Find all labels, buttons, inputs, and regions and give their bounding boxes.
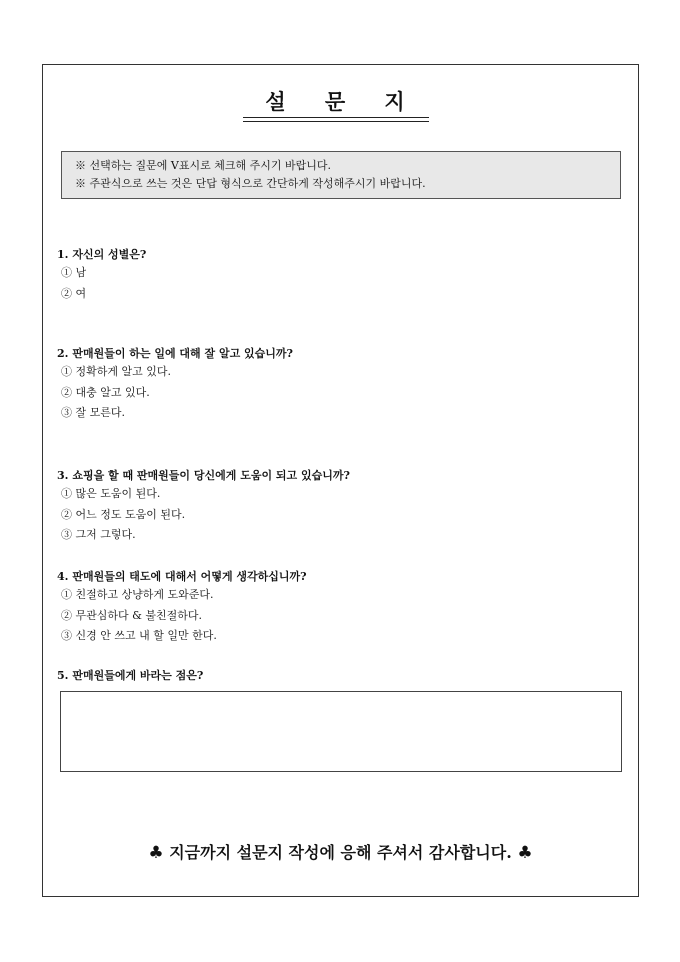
question-title: 4. 판매원들의 태도에 대해서 어떻게 생각하십니까? <box>57 570 307 583</box>
instruction-box <box>61 151 621 199</box>
question-title: 2. 판매원들이 하는 일에 대해 잘 알고 있습니까? <box>57 347 294 360</box>
club-icon: ♣ <box>148 843 164 863</box>
option-1[interactable]: ① 정확하게 알고 있다. <box>61 365 171 378</box>
question-1 <box>57 247 146 304</box>
option-3[interactable]: ③ 신경 안 쓰고 내 할 일만 한다. <box>61 629 217 642</box>
option-3[interactable]: ③ 잘 모른다. <box>61 406 125 419</box>
answer-box[interactable] <box>60 691 622 772</box>
question-4 <box>57 569 307 647</box>
option-male[interactable]: ① 남 <box>61 266 87 279</box>
instruction-line: ※ 선택하는 질문에 V표시로 체크해 주시기 바랍니다. <box>75 159 331 172</box>
option-3[interactable]: ③ 그저 그렇다. <box>61 528 136 541</box>
option-female[interactable]: ② 여 <box>61 286 87 300</box>
option-2[interactable]: ② 어느 정도 도움이 된다. <box>61 507 186 521</box>
instruction-line: ※ 주관식으로 쓰는 것은 단답 형식으로 간단하게 작성해주시기 바랍니다. <box>75 177 426 190</box>
question-5 <box>57 668 203 684</box>
title-underline <box>243 117 429 118</box>
option-2[interactable]: ② 대충 알고 있다. <box>61 385 150 399</box>
question-title: 5. 판매원들에게 바라는 점은? <box>57 669 204 682</box>
question-title: 1. 자신의 성별은? <box>57 248 147 261</box>
page-title: 설 문 지 <box>265 89 407 114</box>
option-1[interactable]: ① 많은 도움이 된다. <box>61 487 161 500</box>
option-1[interactable]: ① 친절하고 상냥하게 도와준다. <box>61 588 214 601</box>
title-underline-double <box>243 121 429 122</box>
closing-message <box>42 840 639 863</box>
club-icon: ♣ <box>517 843 533 863</box>
closing-text: 지금까지 설문지 작성에 응해 주셔서 감사합니다. <box>169 843 512 862</box>
question-title: 3. 쇼핑을 할 때 판매원들이 당신에게 도움이 되고 있습니까? <box>57 469 350 482</box>
question-3 <box>57 468 350 546</box>
question-2 <box>57 346 293 424</box>
option-2[interactable]: ② 무관심하다 & 불친절하다. <box>61 608 203 622</box>
